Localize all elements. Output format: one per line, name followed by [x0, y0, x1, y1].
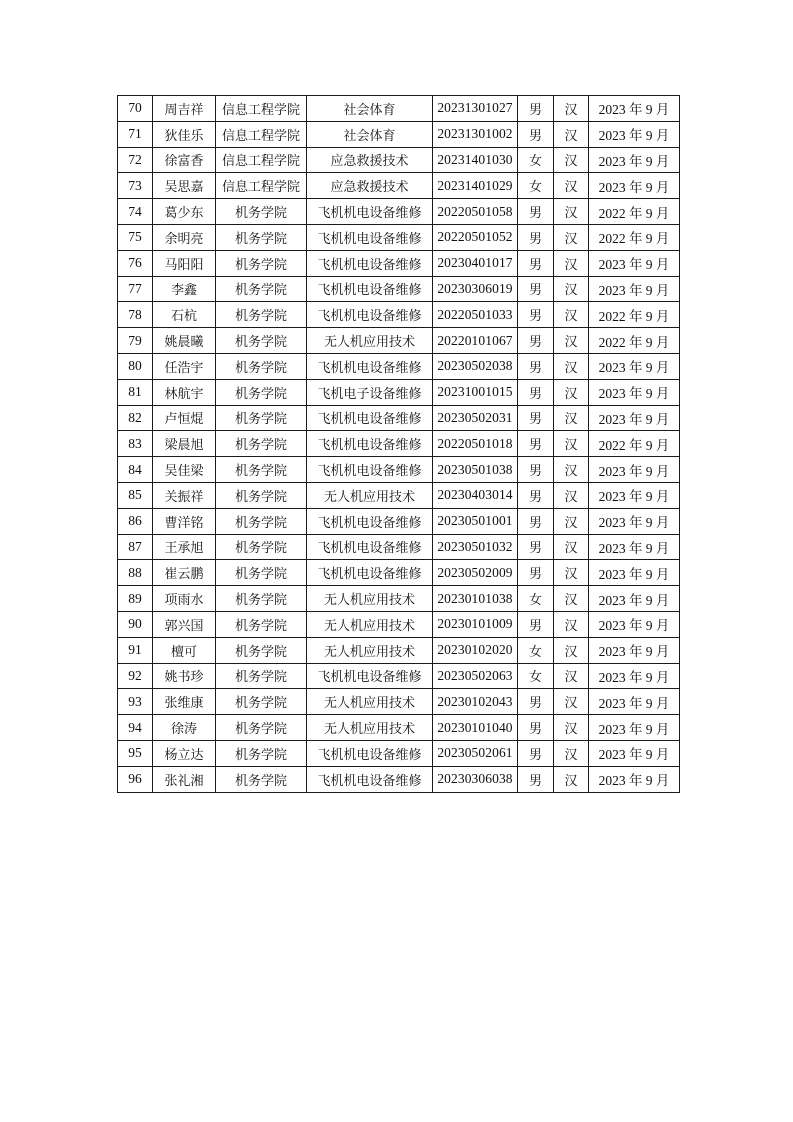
row-number-cell: 94: [118, 715, 153, 741]
college-cell: 机务学院: [216, 689, 307, 715]
major-cell: 社会体育: [307, 96, 433, 122]
row-number-cell: 80: [118, 353, 153, 379]
student-id-cell: 20220501058: [433, 199, 518, 225]
row-number-cell: 95: [118, 740, 153, 766]
ethnicity-cell: 汉: [554, 637, 589, 663]
college-cell: 机务学院: [216, 302, 307, 328]
major-cell: 飞机机电设备维修: [307, 302, 433, 328]
enrollment-date-cell: 2023 年 9 月: [589, 121, 680, 147]
enrollment-date-cell: 2023 年 9 月: [589, 173, 680, 199]
college-cell: 信息工程学院: [216, 173, 307, 199]
table-row: [118, 405, 680, 431]
major-cell: 飞机机电设备维修: [307, 766, 433, 792]
gender-cell: 男: [518, 766, 554, 792]
ethnicity-cell: 汉: [554, 147, 589, 173]
row-number-cell: 89: [118, 586, 153, 612]
row-number-cell: 81: [118, 379, 153, 405]
college-cell: 机务学院: [216, 611, 307, 637]
enrollment-date-cell: 2023 年 9 月: [589, 405, 680, 431]
college-cell: 机务学院: [216, 353, 307, 379]
major-cell: 无人机应用技术: [307, 637, 433, 663]
table-row: [118, 147, 680, 173]
college-cell: 信息工程学院: [216, 147, 307, 173]
row-number-cell: 87: [118, 534, 153, 560]
major-cell: 飞机机电设备维修: [307, 276, 433, 302]
college-cell: 机务学院: [216, 328, 307, 354]
student-id-cell: 20220501018: [433, 431, 518, 457]
ethnicity-cell: 汉: [554, 663, 589, 689]
student-name-cell: 吴佳梁: [153, 457, 216, 483]
row-number-cell: 79: [118, 328, 153, 354]
student-name-cell: 任浩宇: [153, 353, 216, 379]
student-name-cell: 郭兴国: [153, 611, 216, 637]
student-id-cell: 20230101038: [433, 586, 518, 612]
college-cell: 机务学院: [216, 534, 307, 560]
student-name-cell: 石杭: [153, 302, 216, 328]
student-id-cell: 20230306038: [433, 766, 518, 792]
student-name-cell: 檀可: [153, 637, 216, 663]
gender-cell: 女: [518, 147, 554, 173]
ethnicity-cell: 汉: [554, 457, 589, 483]
table-row: [118, 637, 680, 663]
college-cell: 信息工程学院: [216, 121, 307, 147]
major-cell: 应急救援技术: [307, 147, 433, 173]
student-id-cell: 20230501038: [433, 457, 518, 483]
ethnicity-cell: 汉: [554, 560, 589, 586]
roster-body: [118, 96, 680, 793]
major-cell: 无人机应用技术: [307, 689, 433, 715]
enrollment-date-cell: 2023 年 9 月: [589, 508, 680, 534]
enrollment-date-cell: 2023 年 9 月: [589, 482, 680, 508]
row-number-cell: 70: [118, 96, 153, 122]
table-row: [118, 379, 680, 405]
ethnicity-cell: 汉: [554, 379, 589, 405]
gender-cell: 男: [518, 560, 554, 586]
student-id-cell: 20231401029: [433, 173, 518, 199]
row-number-cell: 91: [118, 637, 153, 663]
major-cell: 无人机应用技术: [307, 715, 433, 741]
gender-cell: 男: [518, 457, 554, 483]
gender-cell: 男: [518, 302, 554, 328]
gender-cell: 男: [518, 534, 554, 560]
student-id-cell: 20230102043: [433, 689, 518, 715]
enrollment-date-cell: 2023 年 9 月: [589, 715, 680, 741]
ethnicity-cell: 汉: [554, 224, 589, 250]
student-name-cell: 周吉祥: [153, 96, 216, 122]
gender-cell: 男: [518, 482, 554, 508]
student-name-cell: 项雨水: [153, 586, 216, 612]
row-number-cell: 74: [118, 199, 153, 225]
major-cell: 飞机机电设备维修: [307, 740, 433, 766]
enrollment-date-cell: 2023 年 9 月: [589, 534, 680, 560]
gender-cell: 女: [518, 637, 554, 663]
college-cell: 机务学院: [216, 250, 307, 276]
enrollment-date-cell: 2022 年 9 月: [589, 302, 680, 328]
table-row: [118, 302, 680, 328]
table-row: [118, 199, 680, 225]
table-row: [118, 689, 680, 715]
enrollment-date-cell: 2023 年 9 月: [589, 96, 680, 122]
student-id-cell: 20220501052: [433, 224, 518, 250]
table-row: [118, 121, 680, 147]
row-number-cell: 78: [118, 302, 153, 328]
college-cell: 机务学院: [216, 379, 307, 405]
major-cell: 飞机机电设备维修: [307, 224, 433, 250]
college-cell: 机务学院: [216, 199, 307, 225]
enrollment-date-cell: 2023 年 9 月: [589, 457, 680, 483]
ethnicity-cell: 汉: [554, 482, 589, 508]
college-cell: 机务学院: [216, 766, 307, 792]
ethnicity-cell: 汉: [554, 121, 589, 147]
student-id-cell: 20230502009: [433, 560, 518, 586]
student-name-cell: 张维康: [153, 689, 216, 715]
table-row: [118, 508, 680, 534]
major-cell: 飞机机电设备维修: [307, 250, 433, 276]
enrollment-date-cell: 2023 年 9 月: [589, 766, 680, 792]
gender-cell: 男: [518, 353, 554, 379]
student-name-cell: 徐富香: [153, 147, 216, 173]
student-id-cell: 20220501033: [433, 302, 518, 328]
college-cell: 机务学院: [216, 560, 307, 586]
ethnicity-cell: 汉: [554, 276, 589, 302]
student-name-cell: 姚书珍: [153, 663, 216, 689]
gender-cell: 男: [518, 740, 554, 766]
student-name-cell: 曹洋铭: [153, 508, 216, 534]
college-cell: 机务学院: [216, 276, 307, 302]
ethnicity-cell: 汉: [554, 96, 589, 122]
row-number-cell: 76: [118, 250, 153, 276]
major-cell: 无人机应用技术: [307, 328, 433, 354]
row-number-cell: 73: [118, 173, 153, 199]
gender-cell: 男: [518, 250, 554, 276]
table-row: [118, 482, 680, 508]
major-cell: 飞机机电设备维修: [307, 353, 433, 379]
student-id-cell: 20230401017: [433, 250, 518, 276]
gender-cell: 女: [518, 586, 554, 612]
gender-cell: 男: [518, 96, 554, 122]
student-name-cell: 余明亮: [153, 224, 216, 250]
student-id-cell: 20231301027: [433, 96, 518, 122]
ethnicity-cell: 汉: [554, 766, 589, 792]
gender-cell: 男: [518, 276, 554, 302]
student-id-cell: 20230502063: [433, 663, 518, 689]
table-row: [118, 328, 680, 354]
student-name-cell: 徐涛: [153, 715, 216, 741]
table-row: [118, 740, 680, 766]
major-cell: 无人机应用技术: [307, 611, 433, 637]
major-cell: 无人机应用技术: [307, 586, 433, 612]
ethnicity-cell: 汉: [554, 431, 589, 457]
enrollment-date-cell: 2022 年 9 月: [589, 199, 680, 225]
major-cell: 飞机机电设备维修: [307, 199, 433, 225]
row-number-cell: 72: [118, 147, 153, 173]
table-row: [118, 611, 680, 637]
student-id-cell: 20230501032: [433, 534, 518, 560]
enrollment-date-cell: 2023 年 9 月: [589, 586, 680, 612]
ethnicity-cell: 汉: [554, 302, 589, 328]
student-name-cell: 卢恒焜: [153, 405, 216, 431]
row-number-cell: 88: [118, 560, 153, 586]
table-row: [118, 766, 680, 792]
row-number-cell: 85: [118, 482, 153, 508]
major-cell: 社会体育: [307, 121, 433, 147]
major-cell: 飞机机电设备维修: [307, 663, 433, 689]
major-cell: 飞机电子设备维修: [307, 379, 433, 405]
ethnicity-cell: 汉: [554, 689, 589, 715]
enrollment-date-cell: 2023 年 9 月: [589, 560, 680, 586]
student-name-cell: 马阳阳: [153, 250, 216, 276]
student-name-cell: 林航宇: [153, 379, 216, 405]
ethnicity-cell: 汉: [554, 173, 589, 199]
college-cell: 机务学院: [216, 740, 307, 766]
student-id-cell: 20230403014: [433, 482, 518, 508]
ethnicity-cell: 汉: [554, 199, 589, 225]
college-cell: 机务学院: [216, 637, 307, 663]
student-roster-table: [117, 95, 680, 793]
ethnicity-cell: 汉: [554, 405, 589, 431]
ethnicity-cell: 汉: [554, 250, 589, 276]
student-id-cell: 20231301002: [433, 121, 518, 147]
student-id-cell: 20230502061: [433, 740, 518, 766]
student-id-cell: 20231001015: [433, 379, 518, 405]
college-cell: 机务学院: [216, 663, 307, 689]
college-cell: 机务学院: [216, 586, 307, 612]
student-name-cell: 梁晨旭: [153, 431, 216, 457]
gender-cell: 男: [518, 199, 554, 225]
major-cell: 飞机机电设备维修: [307, 534, 433, 560]
row-number-cell: 82: [118, 405, 153, 431]
table-row: [118, 173, 680, 199]
enrollment-date-cell: 2023 年 9 月: [589, 611, 680, 637]
enrollment-date-cell: 2023 年 9 月: [589, 147, 680, 173]
row-number-cell: 86: [118, 508, 153, 534]
student-name-cell: 吴思嘉: [153, 173, 216, 199]
enrollment-date-cell: 2022 年 9 月: [589, 328, 680, 354]
ethnicity-cell: 汉: [554, 534, 589, 560]
ethnicity-cell: 汉: [554, 740, 589, 766]
gender-cell: 男: [518, 121, 554, 147]
student-id-cell: 20220101067: [433, 328, 518, 354]
student-id-cell: 20230101040: [433, 715, 518, 741]
table-row: [118, 586, 680, 612]
college-cell: 机务学院: [216, 224, 307, 250]
row-number-cell: 90: [118, 611, 153, 637]
major-cell: 飞机机电设备维修: [307, 431, 433, 457]
row-number-cell: 92: [118, 663, 153, 689]
enrollment-date-cell: 2023 年 9 月: [589, 740, 680, 766]
student-id-cell: 20230306019: [433, 276, 518, 302]
table-row: [118, 431, 680, 457]
gender-cell: 男: [518, 224, 554, 250]
student-id-cell: 20230501001: [433, 508, 518, 534]
major-cell: 飞机机电设备维修: [307, 560, 433, 586]
ethnicity-cell: 汉: [554, 611, 589, 637]
gender-cell: 男: [518, 715, 554, 741]
major-cell: 飞机机电设备维修: [307, 508, 433, 534]
table-row: [118, 353, 680, 379]
student-name-cell: 关振祥: [153, 482, 216, 508]
ethnicity-cell: 汉: [554, 715, 589, 741]
row-number-cell: 96: [118, 766, 153, 792]
enrollment-date-cell: 2023 年 9 月: [589, 663, 680, 689]
student-name-cell: 张礼湘: [153, 766, 216, 792]
gender-cell: 男: [518, 611, 554, 637]
gender-cell: 男: [518, 689, 554, 715]
table-row: [118, 534, 680, 560]
table-row: [118, 457, 680, 483]
enrollment-date-cell: 2023 年 9 月: [589, 637, 680, 663]
college-cell: 机务学院: [216, 482, 307, 508]
row-number-cell: 71: [118, 121, 153, 147]
college-cell: 机务学院: [216, 715, 307, 741]
college-cell: 机务学院: [216, 405, 307, 431]
enrollment-date-cell: 2023 年 9 月: [589, 276, 680, 302]
student-id-cell: 20230101009: [433, 611, 518, 637]
student-name-cell: 杨立达: [153, 740, 216, 766]
row-number-cell: 84: [118, 457, 153, 483]
row-number-cell: 77: [118, 276, 153, 302]
student-name-cell: 葛少东: [153, 199, 216, 225]
ethnicity-cell: 汉: [554, 328, 589, 354]
college-cell: 机务学院: [216, 508, 307, 534]
gender-cell: 男: [518, 431, 554, 457]
gender-cell: 男: [518, 379, 554, 405]
student-id-cell: 20230502038: [433, 353, 518, 379]
student-name-cell: 姚晨曦: [153, 328, 216, 354]
student-id-cell: 20230102020: [433, 637, 518, 663]
enrollment-date-cell: 2023 年 9 月: [589, 689, 680, 715]
enrollment-date-cell: 2023 年 9 月: [589, 379, 680, 405]
student-name-cell: 狄佳乐: [153, 121, 216, 147]
gender-cell: 男: [518, 508, 554, 534]
table-row: [118, 224, 680, 250]
enrollment-date-cell: 2023 年 9 月: [589, 250, 680, 276]
college-cell: 信息工程学院: [216, 96, 307, 122]
major-cell: 应急救援技术: [307, 173, 433, 199]
college-cell: 机务学院: [216, 431, 307, 457]
ethnicity-cell: 汉: [554, 353, 589, 379]
ethnicity-cell: 汉: [554, 586, 589, 612]
gender-cell: 女: [518, 173, 554, 199]
student-id-cell: 20231401030: [433, 147, 518, 173]
enrollment-date-cell: 2022 年 9 月: [589, 431, 680, 457]
major-cell: 飞机机电设备维修: [307, 457, 433, 483]
row-number-cell: 83: [118, 431, 153, 457]
student-name-cell: 王承旭: [153, 534, 216, 560]
major-cell: 无人机应用技术: [307, 482, 433, 508]
major-cell: 飞机机电设备维修: [307, 405, 433, 431]
table-row: [118, 715, 680, 741]
row-number-cell: 75: [118, 224, 153, 250]
college-cell: 机务学院: [216, 457, 307, 483]
enrollment-date-cell: 2022 年 9 月: [589, 224, 680, 250]
enrollment-date-cell: 2023 年 9 月: [589, 353, 680, 379]
gender-cell: 男: [518, 405, 554, 431]
table-row: [118, 276, 680, 302]
student-name-cell: 崔云鹏: [153, 560, 216, 586]
gender-cell: 男: [518, 328, 554, 354]
table-row: [118, 560, 680, 586]
table-row: [118, 96, 680, 122]
table-row: [118, 663, 680, 689]
student-name-cell: 李鑫: [153, 276, 216, 302]
gender-cell: 女: [518, 663, 554, 689]
row-number-cell: 93: [118, 689, 153, 715]
ethnicity-cell: 汉: [554, 508, 589, 534]
table-row: [118, 250, 680, 276]
student-id-cell: 20230502031: [433, 405, 518, 431]
